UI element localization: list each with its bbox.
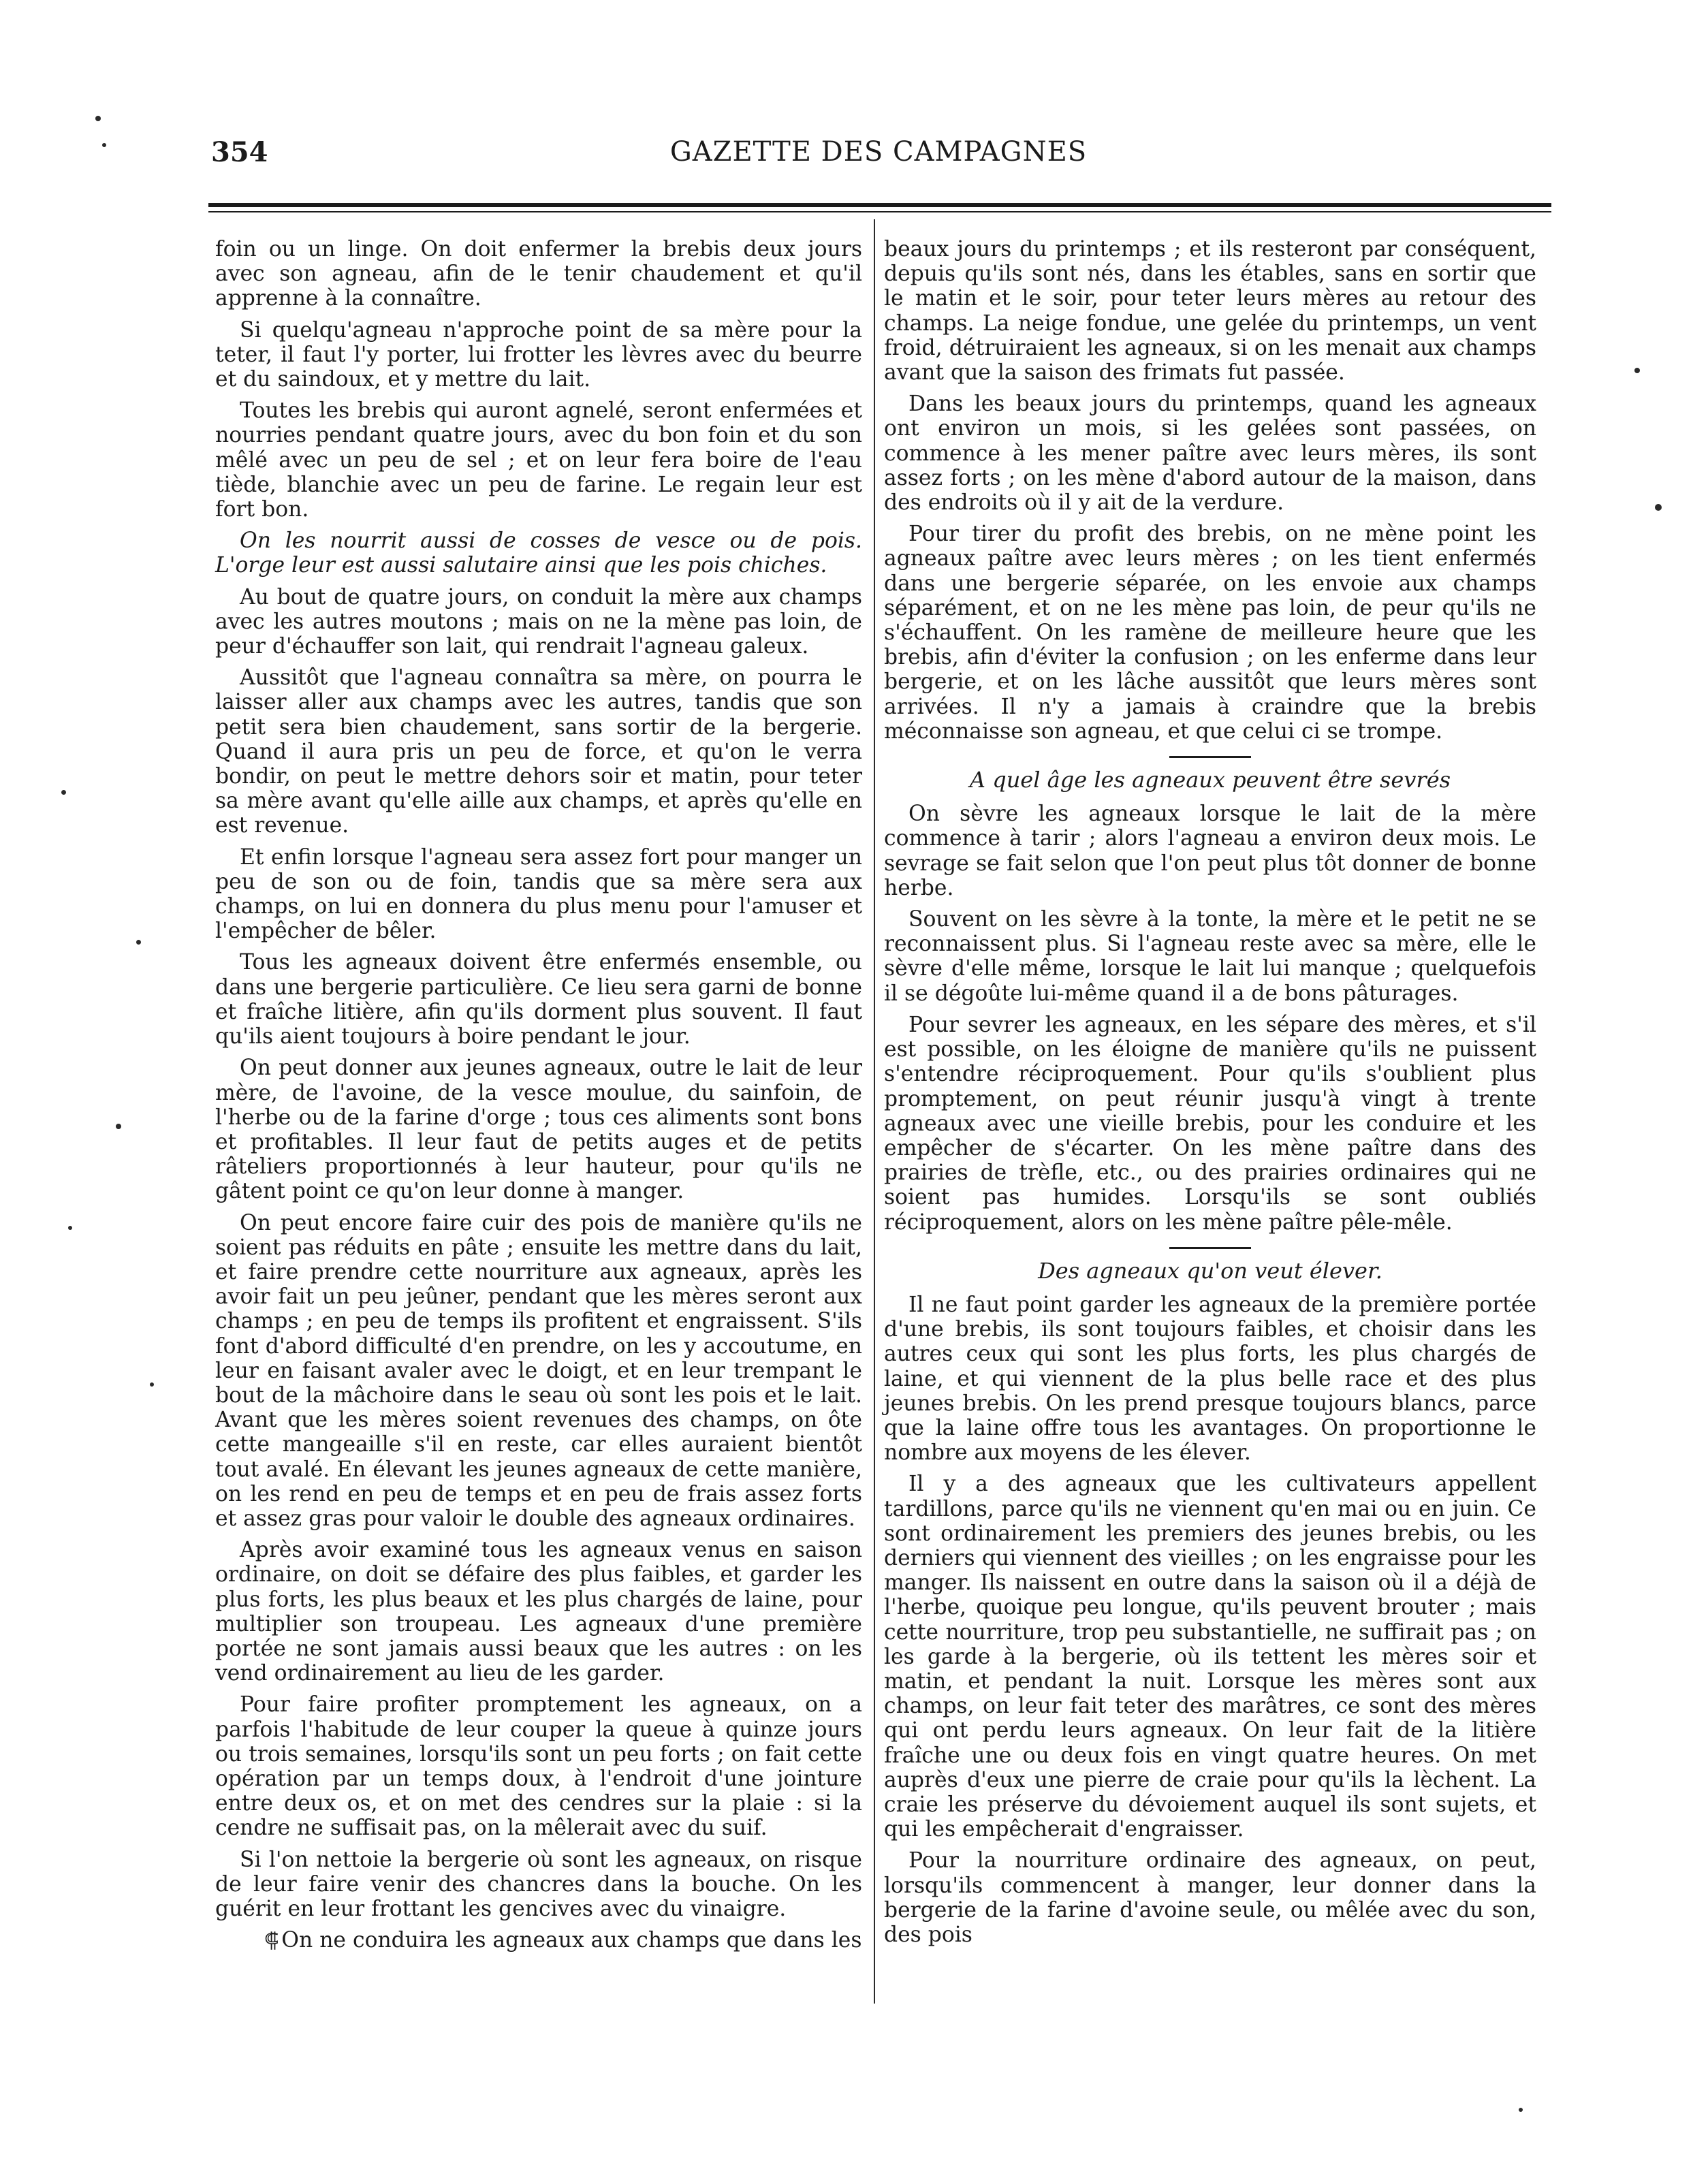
right-column — [884, 237, 1536, 1947]
paragraph: On peut encore faire cuir des pois de manière qu'ils ne soient pas réduits en pâte ; ensuite les mettre dans du lait, et faire prendre cette nourriture aux agneaux, après les avoir fait un peu jeûner, pendant que les mères seront aux champs ; en peu de temps ils profitent et engraissent. S'ils font d'abord difficulté d'en prendre, on les y accoutume, en leur en faisant avaler avec le doigt, et en leur trempant le bout de la mâchoire dans le seau où sont les pois et le lait. Avant que les mères soient revenues des champs, on ôte cette mangeaille s'il en reste, car elles auraient bientôt tout avalé. En élevant les jeunes agneaux de cette manière, on les rend en peu de temps et en peu de frais assez forts et assez gras pour valoir le double des agneaux ordinaires. — [215, 1210, 862, 1531]
paragraph: Tous les agneaux doivent être enfermés ensemble, ou dans une bergerie particulière. Ce lieu sera garni de bonne et fraîche litière, afin qu'ils dorment plus souvent. Il faut qu'ils aient toujours à boire pendant le jour. — [215, 950, 862, 1049]
paragraph: Si l'on nettoie la bergerie où sont les agneaux, on risque de leur faire venir des chancres dans la bouche. On les guérit en leur frottant les gencives avec du vinaigre. — [215, 1847, 862, 1921]
paragraph — [215, 1928, 862, 1953]
paragraph: Souvent on les sèvre à la tonte, la mère et le petit ne se reconnaissent plus. Si l'agneau reste avec sa mère, elle le sèvre d'elle même, lorsque le lait lui manque ; quelquefois il se dégoûte lui-même quand il a de bons pâturages. — [884, 907, 1536, 1006]
paragraph: Pour la nourriture ordinaire des agneaux, on peut, lorsqu'ils commencent à manger, leur donner dans la bergerie de la farine d'avoine seule, ou mêlée avec du son, des pois — [884, 1848, 1536, 1947]
paragraph: On les nourrit aussi de cosses de vesce ou de pois. L'orge leur est aussi salutaire ainsi que les pois chiches. — [215, 528, 862, 578]
paragraph: Si quelqu'agneau n'approche point de sa mère pour la teter, il faut l'y porter, lui frotter les lèvres avec du beurre et du saindoux, et y mettre du lait. — [215, 317, 862, 392]
header-rule-thin — [208, 211, 1551, 212]
paragraph: Et enfin lorsque l'agneau sera assez fort pour manger un peu de son ou de foin, tandis que sa mère sera aux champs, on lui en donnera du plus menu pour l'amuser et l'empêcher de bêler. — [215, 844, 862, 944]
pilcrow-mark-icon: ⸿ — [264, 1929, 279, 1953]
paragraph: Après avoir examiné tous les agneaux venus en saison ordinaire, on doit se défaire des plus faibles, et garder les plus forts, les plus beaux et les plus chargés de laine, pour multiplier son troupeau. Les agneaux d'une première portée ne sont jamais aussi beaux que les autres : on les vend ordinairement au lieu de les garder. — [215, 1538, 862, 1686]
page-number: 354 — [211, 136, 268, 168]
paragraph: Dans les beaux jours du printemps, quand les agneaux ont environ un mois, si les gelées sont passées, on commence à les mener paître avec leurs mères, ils sont assez forts ; on les mène d'abord autour de la maison, dans des endroits où il y ait de la verdure. — [884, 392, 1536, 516]
paragraph: Pour tirer du profit des brebis, on ne mène point les agneaux paître avec leurs mères ; on les tient enfermés dans une bergerie séparée, on les envoie aux champs séparément, et on ne les mène pas loin, de peur qu'ils ne s'échauffent. On les ramène de meilleure heure que les brebis, afin d'éviter la confusion ; on les enferme dans leur bergerie, et on les lâche aussitôt que leurs mères sont arrivées. Il n'y a jamais à craindre que la brebis méconnaisse son agneau, et que celui ci se trompe. — [884, 522, 1536, 744]
left-column — [215, 237, 862, 1953]
paragraph: Aussitôt que l'agneau connaîtra sa mère, on pourra le laisser aller aux champs avec les autres, tandis que son petit sera bien chaudement, sans sortir de la bergerie. Quand il aura pris un peu de force, et qu'on le verra bondir, on peut le mettre dehors soir et matin, pour teter sa mère avant qu'elle aille aux champs, et après qu'elle en est revenue. — [215, 665, 862, 838]
section-heading: A quel âge les agneaux peuvent être sevrés — [969, 767, 1451, 793]
paragraph: Pour sevrer les agneaux, en les sépare des mères, et s'il est possible, on les éloigne de manière qu'ils ne puissent s'entendre réciproquement. Pour qu'ils s'oublient plus promptement, on peut réunir jusqu'à vingt à trente agneaux avec une vieille brebis, pour les conduire et les empêcher de s'écarter. On les mène paître dans des prairies de trèfle, etc., ou des prairies ordinaires qui ne soient pas humides. Lorsqu'ils se sont oubliés réciproquement, alors on les mène paître pêle-mêle. — [884, 1012, 1536, 1235]
masthead-title: GAZETTE DES CAMPAGNES — [669, 136, 1088, 168]
paragraph: foin ou un linge. On doit enfermer la brebis deux jours avec son agneau, afin de le tenir chaudement et qu'il apprenne à la connaître. — [215, 237, 862, 311]
header-rule-thick — [208, 203, 1551, 207]
paragraph: Pour faire profiter promptement les agneaux, on a parfois l'habitude de leur couper la queue à quinze jours ou trois semaines, lorsqu'ils sont un peu forts ; on fait cette opération par un temps doux, à l'endroit d'une jointure entre deux os, et on met des cendres sur la plaie : si la cendre ne suffisait pas, on la mêlerait avec du suif. — [215, 1692, 862, 1841]
paragraph: Toutes les brebis qui auront agnelé, seront enfermées et nourries pendant quatre jours, avec du bon foin et du son mêlé avec un peu de sel ; et on leur fera boire de l'eau tiède, blanchie avec un peu de farine. Le regain leur est fort bon. — [215, 398, 862, 522]
paragraph: Il y a des agneaux que les cultivateurs appellent tardillons, parce qu'ils ne viennent qu'en mai ou en juin. Ce sont ordinairement les premiers des jeunes brebis, ou les derniers qui viennent des vieilles ; on les engraisse pour les manger. Ils naissent en outre dans la saison où il a déjà de l'herbe, quoique peu longue, qu'ils peuvent brouter ; mais cette nourriture, trop peu substantielle, ne suffirait pas ; on les garde à la bergerie, où ils tettent les mères soir et matin, et pendant la nuit. Lorsque les mères sont aux champs, on leur fait teter des marâtres, ce sont des mères qui ont perdu leurs agneaux. On leur fait de la litière fraîche une ou deux fois en vingt quatre heures. On met auprès d'eux une pierre de craie pour qu'ils la lèchent. La craie les préserve du dévoiement auquel ils sont sujets, et qui les empêcherait d'engraisser. — [884, 1472, 1536, 1842]
paragraph: beaux jours du printemps ; et ils resteront par conséquent, depuis qu'ils sont nés, dans les étables, sans en sortir que le matin et le soir, pour teter leurs mères au retour des champs. La neige fondue, une gelée du printemps, un vent froid, détruiraient les agneaux, si on les menait aux champs avant que la saison des frimats fut passée. — [884, 237, 1536, 385]
paragraph-text: On ne conduira les agneaux aux champs que dans les — [281, 1928, 862, 1953]
section-separator — [1169, 1247, 1251, 1249]
paragraph: Il ne faut point garder les agneaux de la première portée d'une brebis, ils sont toujours faibles, et choisir dans les autres ceux qui sont les plus forts, les plus chargés de laine, et qui viennent de la plus belle race et des plus jeunes brebis. On les prend presque toujours blancs, parce que la laine offre tous les avantages. On proportionne le nombre aux moyens de les élever. — [884, 1292, 1536, 1466]
column-divider — [874, 219, 875, 2004]
paragraph: On sèvre les agneaux lorsque le lait de la mère commence à tarir ; alors l'agneau a environ deux mois. Le sevrage se fait selon que l'on peut plus tôt donner de bonne herbe. — [884, 802, 1536, 900]
section-separator — [1169, 756, 1251, 758]
section-heading: Des agneaux qu'on veut élever. — [1038, 1257, 1382, 1284]
paragraph: On peut donner aux jeunes agneaux, outre le lait de leur mère, de l'avoine, de la vesce moulue, du sainfoin, de l'herbe ou de la farine d'orge ; tous ces aliments sont bons et profitables. Il leur faut de petits auges et de petits râteliers proportionnés à leur hauteur, pour qu'ils ne gâtent point ce qu'on leur donne à manger. — [215, 1056, 862, 1204]
paragraph: Au bout de quatre jours, on conduit la mère aux champs avec les autres moutons ; mais on ne la mène pas loin, de peur d'échauffer son lait, qui rendrait l'agneau galeux. — [215, 584, 862, 659]
